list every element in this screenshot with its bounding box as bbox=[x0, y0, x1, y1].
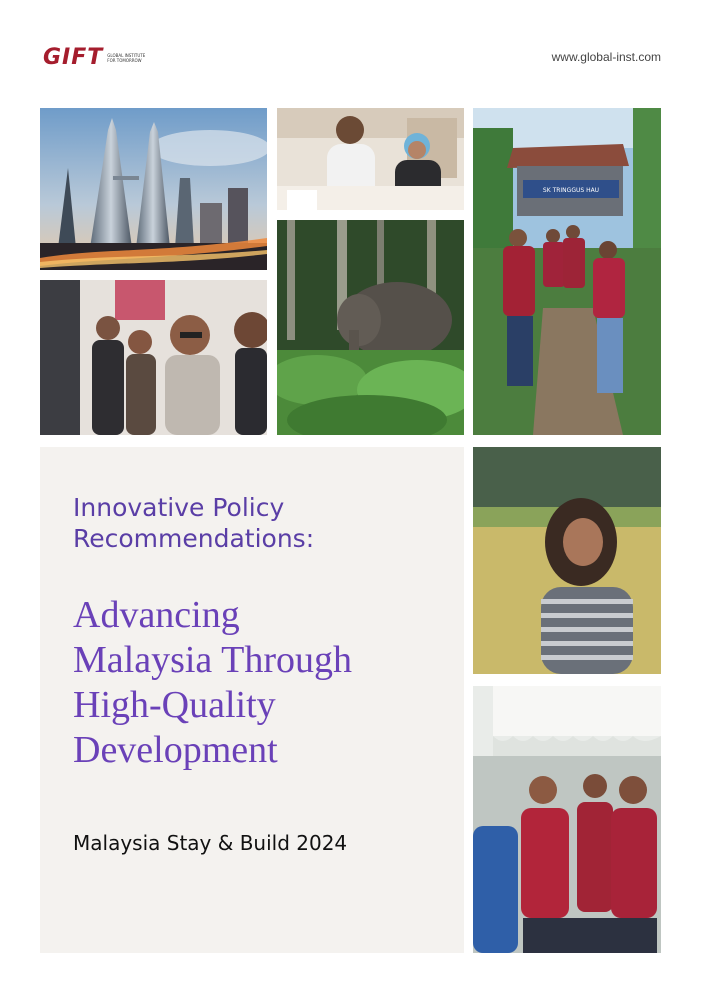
gift-logo bbox=[43, 47, 147, 69]
title-panel bbox=[40, 447, 464, 953]
main-title: Advancing Malaysia Through High-Quality Development bbox=[73, 594, 352, 771]
photo-petronas-towers bbox=[40, 108, 267, 270]
pre-title: Innovative Policy Recommendations: bbox=[73, 493, 315, 553]
photo-meeting-discussion bbox=[277, 108, 464, 210]
school-sign-text: SK TRINGGUS HAU bbox=[542, 187, 600, 194]
photo-team-tent bbox=[473, 686, 661, 953]
website-url[interactable]: www.global-inst.com bbox=[551, 50, 661, 64]
photo-elephant-jungle bbox=[277, 220, 464, 435]
logo-mark: GIFT bbox=[43, 45, 104, 70]
subtitle: Malaysia Stay & Build 2024 bbox=[73, 831, 348, 855]
photo-girl-field bbox=[473, 447, 661, 674]
logo-subtext: GLOBAL INSTITUTE FOR TOMORROW bbox=[107, 53, 146, 63]
photo-group-bridge bbox=[473, 108, 661, 435]
photo-conference-participants bbox=[40, 280, 267, 435]
